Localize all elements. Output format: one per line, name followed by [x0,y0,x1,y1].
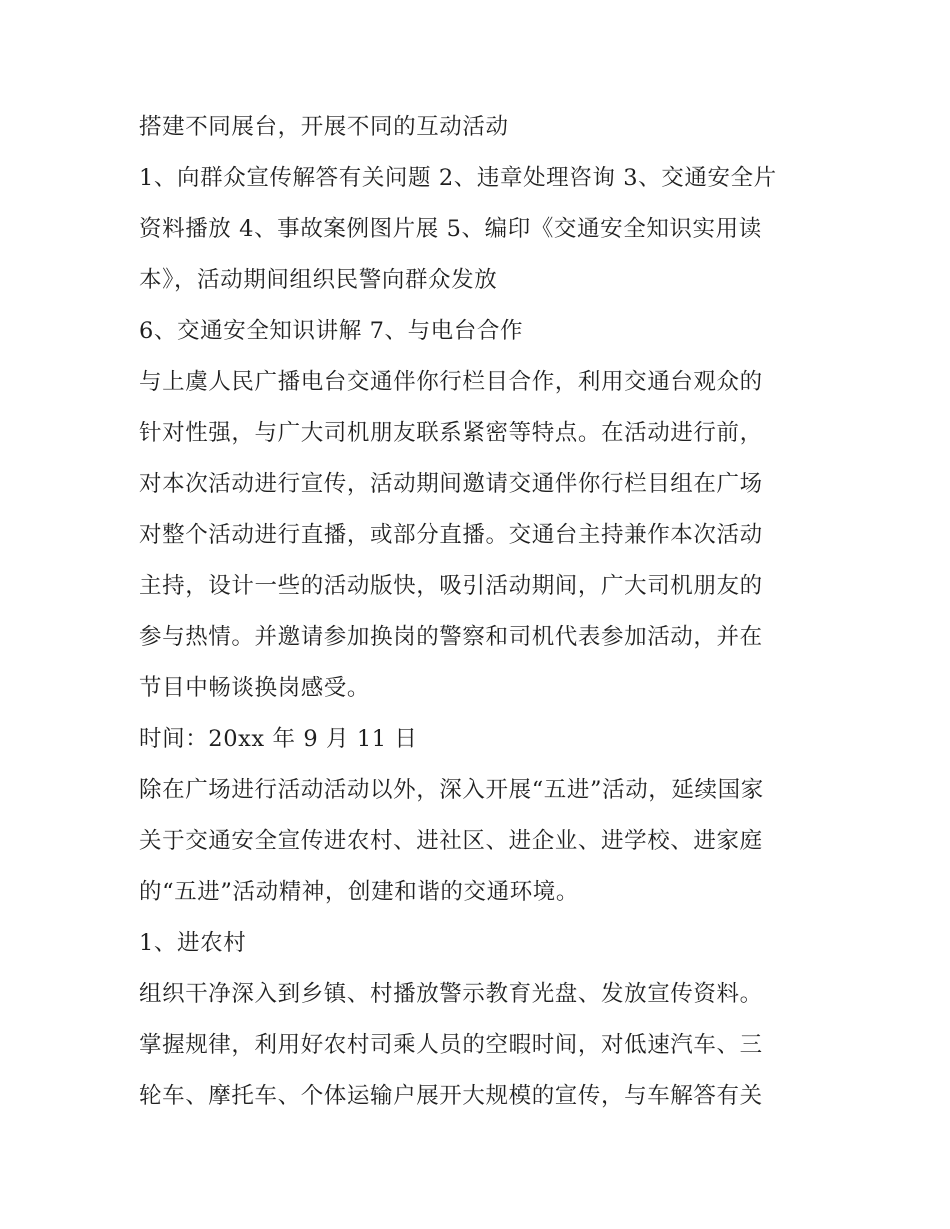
text-line-16: 的“五进”活动精神，创建和谐的交通环境。 [139,879,580,905]
document-page [139,102,819,1122]
text-line-14: 除在广场进行活动活动以外，深入开展“五进”活动，延续国家 [139,777,764,803]
text-line-3: 资料播放 4、事故案例图片展 5、编印《交通安全知识实用读 [139,216,762,242]
text-line-6: 与上虞人民广播电台交通伴你行栏目合作，利用交通台观众的 [139,369,763,395]
text-line-12: 节目中畅谈换岗感受。 [139,675,371,701]
text-line-5: 6、交通安全知识讲解 7、与电台合作 [139,318,524,344]
text-line-8: 对本次活动进行宣传，活动期间邀请交通伴你行栏目组在广场 [139,471,763,497]
text-line-13: 时间：20xx 年 9 月 11 日 [139,726,418,752]
text-line-20: 轮车、摩托车、个体运输户展开大规模的宣传，与车解答有关 [139,1083,763,1109]
text-line-2: 1、向群众宣传解答有关问题 2、违章处理咨询 3、交通安全片 [139,165,777,191]
text-line-4: 本》，活动期间组织民警向群众发放 [139,267,498,293]
text-line-1: 搭建不同展台，开展不同的互动活动 [139,114,509,140]
text-line-19: 掌握规律，利用好农村司乘人员的空暇时间，对低速汽车、三 [139,1032,763,1058]
text-line-15: 关于交通安全宣传进农村、进社区、进企业、进学校、进家庭 [139,828,763,854]
text-line-9: 对整个活动进行直播，或部分直播。交通台主持兼作本次活动 [139,522,763,548]
text-line-7: 针对性强，与广大司机朋友联系紧密等特点。在活动进行前， [139,420,763,446]
text-line-17: 1、进农村 [139,930,247,956]
text-line-18: 组织干净深入到乡镇、村播放警示教育光盘、发放宣传资料。 [139,981,763,1007]
text-line-10: 主持，设计一些的活动版快，吸引活动期间，广大司机朋友的 [139,573,763,599]
text-line-11: 参与热情。并邀请参加换岗的警察和司机代表参加活动，并在 [139,624,763,650]
